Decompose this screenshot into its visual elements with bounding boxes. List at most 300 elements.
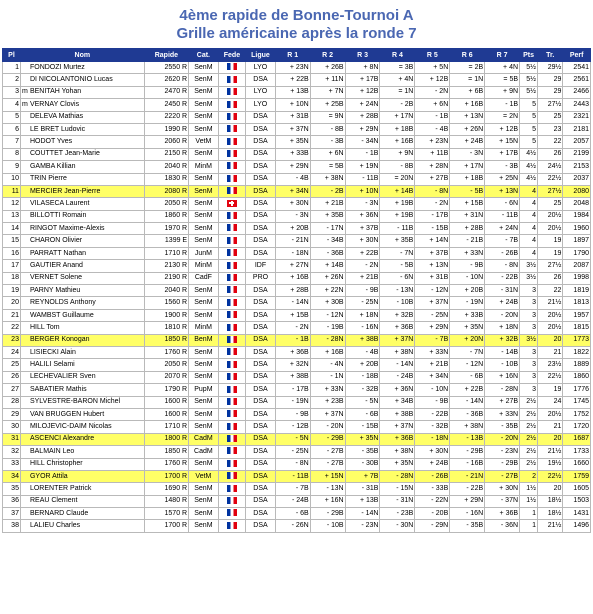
cell-round-2: + 14B <box>310 260 345 272</box>
cell-round-2: - 28N <box>310 334 345 346</box>
column-header[interactable]: Rapide <box>144 49 188 62</box>
player-name[interactable]: CHARON Olivier <box>29 237 83 245</box>
cell-federation <box>218 408 245 420</box>
cell-round-5: - 2N <box>415 198 450 210</box>
player-name[interactable]: RINGOT Maxime-Alexis <box>29 224 105 232</box>
cell-rating: 1700 R <box>144 470 188 482</box>
cell-points: 3 <box>520 297 538 309</box>
table-row <box>3 359 591 371</box>
table-row <box>3 508 591 520</box>
cell-league: DSA <box>246 483 276 495</box>
player-name[interactable]: BENITAH Yohan <box>29 88 82 96</box>
cell-rating: 1850 R <box>144 334 188 346</box>
cell-round-6: + 24B <box>450 136 485 148</box>
column-header[interactable]: Perf <box>563 49 591 62</box>
french-flag-icon <box>227 125 237 132</box>
cell-round-4: + 37N <box>380 421 415 433</box>
cell-league: DSA <box>246 470 276 482</box>
cell-round-2: - 2B <box>310 185 345 197</box>
cell-points: 4½ <box>520 173 538 185</box>
player-name[interactable]: DI NICOLANTONIO Lucas <box>29 76 113 84</box>
cell-category: MinM <box>189 322 219 334</box>
cell-category: CadM <box>189 433 219 445</box>
cell-round-3: - 14N <box>345 508 380 520</box>
cell-round-2: + 37N <box>310 408 345 420</box>
french-flag-icon <box>227 472 237 479</box>
cell-points: 5 <box>520 136 538 148</box>
cell-round-6: + 35N <box>450 322 485 334</box>
cell-round-1: - 11B <box>275 470 310 482</box>
cell-round-7: + 33N <box>485 408 520 420</box>
cell-round-1: + 38B <box>275 371 310 383</box>
column-header[interactable]: Nom <box>20 49 144 62</box>
player-name[interactable]: BERGER Konogan <box>29 336 90 344</box>
cell-federation <box>218 272 245 284</box>
cell-round-3: + 13B <box>345 495 380 507</box>
cell-federation <box>218 495 245 507</box>
cell-round-3: - 9B <box>345 285 380 297</box>
cell-points: 4½ <box>520 161 538 173</box>
cell-points: 5 <box>520 111 538 123</box>
cell-league: LYO <box>246 86 276 98</box>
cell-round-1: + 27N <box>275 260 310 272</box>
cell-tiebreak: 26 <box>538 148 563 160</box>
cell-round-1: + 37N <box>275 123 310 135</box>
cell-round-5: - 9B <box>415 396 450 408</box>
cell-performance: 1687 <box>563 433 591 445</box>
cell-points: 2½ <box>520 396 538 408</box>
cell-federation <box>218 99 245 111</box>
french-flag-icon <box>227 361 237 368</box>
cell-league: DSA <box>246 520 276 532</box>
cell-federation <box>218 260 245 272</box>
player-name[interactable]: VERNET Solene <box>29 274 82 282</box>
cell-category: VetM <box>189 470 219 482</box>
cell-round-6: + 29N <box>450 495 485 507</box>
player-name[interactable]: FONDOZI Murtez <box>29 63 85 71</box>
cell-round-5: + 34N <box>415 371 450 383</box>
cell-round-6: - 7N <box>450 346 485 358</box>
cell-round-7: - 10B <box>485 359 520 371</box>
player-name[interactable]: PARNY Mathieu <box>29 286 81 294</box>
column-header[interactable]: R 4 <box>380 49 415 62</box>
cell-round-7: + 36B <box>485 508 520 520</box>
player-name[interactable]: BILLOTTI Romain <box>29 212 87 220</box>
player-name[interactable]: SYLVESTRE-BARON Michel <box>29 398 121 406</box>
cell-points: 5½ <box>520 74 538 86</box>
french-flag-icon <box>227 435 237 442</box>
cell-round-3: + 37B <box>345 223 380 235</box>
cell-name <box>20 458 144 470</box>
french-flag-icon <box>227 373 237 380</box>
cell-round-4: + 38B <box>380 408 415 420</box>
cell-category: SenM <box>189 74 219 86</box>
french-flag-icon <box>227 162 237 169</box>
cell-performance: 1984 <box>563 210 591 222</box>
cell-tiebreak: 22½ <box>538 173 563 185</box>
french-flag-icon <box>227 187 237 194</box>
player-name[interactable]: DELEVA Mathias <box>29 113 84 121</box>
french-flag-icon <box>227 113 237 120</box>
cell-round-5: + 5N <box>415 62 450 74</box>
player-name[interactable]: LE BRET Ludovic <box>29 125 86 133</box>
cell-performance: 1819 <box>563 285 591 297</box>
cell-rating: 2190 R <box>144 272 188 284</box>
player-name[interactable]: GAUTIER Anand <box>29 261 83 269</box>
column-header[interactable]: R 3 <box>345 49 380 62</box>
player-name[interactable]: LECHEVALIER Sven <box>29 373 96 381</box>
cell-tiebreak: 20½ <box>538 223 563 235</box>
player-name[interactable]: REAU Clement <box>29 497 78 505</box>
cell-round-6: + 18B <box>450 173 485 185</box>
cell-category: SenM <box>189 508 219 520</box>
player-name[interactable]: COUTTET Jean-Marie <box>29 150 100 158</box>
cell-round-1: - 26N <box>275 520 310 532</box>
cell-round-5: + 31B <box>415 272 450 284</box>
column-header[interactable]: Cat. <box>189 49 219 62</box>
cell-round-4: + 38N <box>380 346 415 358</box>
player-name[interactable]: SABATIER Mathis <box>29 385 87 393</box>
cell-round-2: - 29B <box>310 508 345 520</box>
cell-tiebreak: 22 <box>538 285 563 297</box>
cell-league: DSA <box>246 495 276 507</box>
cell-place: 1 <box>3 62 21 74</box>
cell-round-5: + 37B <box>415 247 450 259</box>
cell-round-7: - 7B <box>485 235 520 247</box>
player-name[interactable]: VERNAY Clovis <box>29 100 80 108</box>
cell-round-5: - 20B <box>415 508 450 520</box>
cell-round-2: - 12N <box>310 309 345 321</box>
cell-place: 24 <box>3 346 21 358</box>
cell-federation <box>218 185 245 197</box>
column-header[interactable]: Tr. <box>538 49 563 62</box>
cell-league: DSA <box>246 148 276 160</box>
cell-category: SenM <box>189 111 219 123</box>
column-header[interactable]: R 2 <box>310 49 345 62</box>
cell-round-7: - 20N <box>485 433 520 445</box>
cell-league: DSA <box>246 396 276 408</box>
cell-rating: 2550 R <box>144 62 188 74</box>
cell-name <box>20 148 144 160</box>
player-name[interactable]: LORENTER Patrick <box>29 484 92 492</box>
cell-tiebreak: 19 <box>538 235 563 247</box>
cell-round-1: - 25N <box>275 446 310 458</box>
cell-round-4: + 9N <box>380 148 415 160</box>
column-header[interactable]: R 6 <box>450 49 485 62</box>
cell-round-7: - 11B <box>485 210 520 222</box>
column-header[interactable]: Pts <box>520 49 538 62</box>
player-name[interactable]: BERNARD Claude <box>29 509 89 517</box>
cell-name <box>20 371 144 383</box>
table-row <box>3 235 591 247</box>
cell-round-4: - 31N <box>380 495 415 507</box>
cell-name <box>20 446 144 458</box>
cell-round-3: - 3N <box>345 198 380 210</box>
cell-points: 5 <box>520 123 538 135</box>
column-header[interactable]: R 1 <box>275 49 310 62</box>
cell-tiebreak: 26 <box>538 272 563 284</box>
french-flag-icon <box>227 509 237 516</box>
cell-round-3: + 35N <box>345 433 380 445</box>
column-header[interactable]: Pl <box>3 49 21 62</box>
table-row <box>3 185 591 197</box>
cell-tiebreak: 29 <box>538 86 563 98</box>
cell-round-6: - 16N <box>450 508 485 520</box>
cell-round-5: + 11B <box>415 148 450 160</box>
cell-round-4: - 10B <box>380 297 415 309</box>
cell-rating: 1990 R <box>144 123 188 135</box>
cell-place: 7 <box>3 136 21 148</box>
cell-round-1: - 8N <box>275 458 310 470</box>
cell-category: SenM <box>189 285 219 297</box>
cell-round-6: - 21N <box>450 470 485 482</box>
french-flag-icon <box>227 447 237 454</box>
cell-name <box>20 396 144 408</box>
cell-round-1: - 19N <box>275 396 310 408</box>
page-title: 4ème rapide de Bonne-Tournoi A <box>179 7 414 24</box>
cell-performance: 1752 <box>563 408 591 420</box>
cell-round-3: - 23N <box>345 520 380 532</box>
french-flag-icon <box>227 336 237 343</box>
cell-place: 2 <box>3 74 21 86</box>
cell-name <box>20 359 144 371</box>
cell-league: DSA <box>246 421 276 433</box>
player-name[interactable]: HODOT Yves <box>29 138 73 146</box>
cell-round-1: - 7B <box>275 483 310 495</box>
cell-round-3: - 35B <box>345 446 380 458</box>
cell-federation <box>218 136 245 148</box>
cell-round-1: - 1B <box>275 334 310 346</box>
table-row <box>3 148 591 160</box>
cell-round-4: + 38N <box>380 446 415 458</box>
cell-place: 31 <box>3 433 21 445</box>
cell-round-5: + 14N <box>415 235 450 247</box>
player-name[interactable]: VAN BRUGGEN Hubert <box>29 410 105 418</box>
player-name[interactable]: VILASECA Laurent <box>29 199 90 207</box>
cell-name <box>20 198 144 210</box>
player-name[interactable]: TRIN Pierre <box>29 175 67 183</box>
cell-round-5: - 22B <box>415 408 450 420</box>
cell-points: 2½ <box>520 433 538 445</box>
cell-tiebreak: 29 <box>538 74 563 86</box>
cell-performance: 1773 <box>563 334 591 346</box>
cell-rating: 2150 R <box>144 148 188 160</box>
cell-round-3: + 38B <box>345 334 380 346</box>
cell-round-7: + 24B <box>485 297 520 309</box>
cell-category: SenM <box>189 198 219 210</box>
column-header[interactable]: R 7 <box>485 49 520 62</box>
column-header[interactable]: Ligue <box>246 49 276 62</box>
cell-round-5: + 12B <box>415 74 450 86</box>
player-name[interactable]: MERCIER Jean-Pierre <box>29 187 101 195</box>
player-name[interactable]: ASCENCI Alexandre <box>29 435 95 443</box>
cell-category: MinM <box>189 260 219 272</box>
cell-tiebreak: 20½ <box>538 322 563 334</box>
cell-round-5: + 21B <box>415 359 450 371</box>
cell-federation <box>218 322 245 334</box>
cell-place: 22 <box>3 322 21 334</box>
cell-federation <box>218 297 245 309</box>
cell-round-5: - 12N <box>415 285 450 297</box>
cell-performance: 2181 <box>563 123 591 135</box>
cell-rating: 1480 R <box>144 495 188 507</box>
cell-name <box>20 322 144 334</box>
cell-round-1: + 20B <box>275 223 310 235</box>
cell-tiebreak: 21½ <box>538 520 563 532</box>
cell-performance: 1745 <box>563 396 591 408</box>
cell-federation <box>218 173 245 185</box>
column-header[interactable]: Fede <box>218 49 245 62</box>
player-name[interactable]: HALILI Selami <box>29 361 75 369</box>
cell-performance: 1431 <box>563 508 591 520</box>
player-name[interactable]: LISIECKI Alain <box>29 348 76 356</box>
cell-category: SenM <box>189 62 219 74</box>
cell-league: DSA <box>246 235 276 247</box>
cell-points: 5 <box>520 99 538 111</box>
table-row <box>3 483 591 495</box>
cell-name <box>20 520 144 532</box>
cell-round-2: + 16N <box>310 495 345 507</box>
player-name[interactable]: GYOR Attila <box>29 472 68 480</box>
cell-name <box>20 185 144 197</box>
cell-round-1: + 22B <box>275 74 310 86</box>
player-name[interactable]: WAMBST Guillaume <box>29 311 94 319</box>
cell-round-6: + 17N <box>450 161 485 173</box>
cell-round-2: = 9N <box>310 111 345 123</box>
player-name[interactable]: MILOJEVIC-DAIM Nicolas <box>29 423 112 431</box>
cell-round-6: + 20B <box>450 285 485 297</box>
cell-rating: 1710 R <box>144 421 188 433</box>
cell-round-4: + 16B <box>380 136 415 148</box>
cell-points: 3 <box>520 346 538 358</box>
cell-performance: 1759 <box>563 470 591 482</box>
cell-round-2: - 19B <box>310 322 345 334</box>
cell-round-1: + 30N <box>275 198 310 210</box>
cell-tiebreak: 24½ <box>538 161 563 173</box>
cell-tiebreak: 22½ <box>538 470 563 482</box>
cell-place: 32 <box>3 446 21 458</box>
cell-place: 3 <box>3 86 21 98</box>
cell-place: 25 <box>3 359 21 371</box>
cell-rating: 2220 R <box>144 111 188 123</box>
cell-round-6: + 28B <box>450 223 485 235</box>
cell-rating: 2620 R <box>144 74 188 86</box>
french-flag-icon <box>227 76 237 83</box>
french-flag-icon <box>227 398 237 405</box>
cell-rating: 1790 R <box>144 384 188 396</box>
cell-round-4: + 17N <box>380 111 415 123</box>
cell-category: SenM <box>189 371 219 383</box>
cell-round-4: + 34B <box>380 396 415 408</box>
table-row <box>3 223 591 235</box>
column-header[interactable]: R 5 <box>415 49 450 62</box>
cell-place: 30 <box>3 421 21 433</box>
cell-name <box>20 111 144 123</box>
cell-round-4: + 19B <box>380 198 415 210</box>
table-row <box>3 161 591 173</box>
cell-round-7: - 26B <box>485 247 520 259</box>
cell-league: DSA <box>246 185 276 197</box>
cell-round-1: + 29N <box>275 161 310 173</box>
cell-category: SenM <box>189 495 219 507</box>
cell-round-5: - 29N <box>415 520 450 532</box>
cell-round-1: - 12B <box>275 421 310 433</box>
cell-name <box>20 173 144 185</box>
cell-rating: 2450 R <box>144 99 188 111</box>
cell-league: DSA <box>246 309 276 321</box>
cell-round-7: - 37N <box>485 495 520 507</box>
page-subtitle: Grille américaine après la ronde 7 <box>176 25 417 42</box>
cell-round-4: = 1N <box>380 86 415 98</box>
cell-round-7: - 36N <box>485 520 520 532</box>
cell-tiebreak: 20½ <box>538 309 563 321</box>
cell-round-2: + 22N <box>310 285 345 297</box>
cell-round-4: - 14N <box>380 359 415 371</box>
cell-place: 8 <box>3 148 21 160</box>
cell-round-5: + 37N <box>415 297 450 309</box>
cell-round-2: - 29B <box>310 433 345 445</box>
player-name[interactable]: HILL Tom <box>29 323 60 331</box>
cell-round-7: - 20N <box>485 309 520 321</box>
cell-round-2: + 16B <box>310 346 345 358</box>
cell-league: DSA <box>246 111 276 123</box>
cell-points: 4 <box>520 185 538 197</box>
cell-performance: 2057 <box>563 136 591 148</box>
cell-performance: 2199 <box>563 148 591 160</box>
player-name[interactable]: GAMBA Killian <box>29 162 76 170</box>
cell-round-4: - 6N <box>380 272 415 284</box>
cell-round-4: - 8B <box>380 161 415 173</box>
player-name[interactable]: BALMAIN Leo <box>29 447 75 455</box>
player-name[interactable]: LALIEU Charles <box>29 522 81 530</box>
player-name[interactable]: HILL Christopher <box>29 460 83 468</box>
cell-place: 12 <box>3 198 21 210</box>
cell-round-2: - 36B <box>310 247 345 259</box>
table-row <box>3 210 591 222</box>
cell-league: DSA <box>246 210 276 222</box>
cell-round-3: + 29N <box>345 123 380 135</box>
cell-round-6: - 13B <box>450 433 485 445</box>
cell-name <box>20 99 144 111</box>
cell-performance: 1503 <box>563 495 591 507</box>
cell-round-3: - 18B <box>345 371 380 383</box>
cell-performance: 2466 <box>563 86 591 98</box>
table-row <box>3 446 591 458</box>
cell-rating: 2040 R <box>144 285 188 297</box>
french-flag-icon <box>227 237 237 244</box>
french-flag-icon <box>227 299 237 306</box>
player-name[interactable]: REYNOLDS Anthony <box>29 299 96 307</box>
cell-category: SenM <box>189 483 219 495</box>
cell-points: 5½ <box>520 62 538 74</box>
cell-name <box>20 74 144 86</box>
table-row <box>3 421 591 433</box>
cell-category: CadM <box>189 446 219 458</box>
cell-round-5: + 30N <box>415 446 450 458</box>
cell-name <box>20 483 144 495</box>
cell-rating: 2050 R <box>144 359 188 371</box>
cell-category: SenM <box>189 99 219 111</box>
cell-category: MinM <box>189 161 219 173</box>
cell-round-3: - 15B <box>345 421 380 433</box>
cell-tiebreak: 27½ <box>538 99 563 111</box>
cell-performance: 2561 <box>563 74 591 86</box>
player-name[interactable]: PARRATT Nathan <box>29 249 86 257</box>
cell-round-5: - 4B <box>415 123 450 135</box>
cell-points: 3 <box>520 322 538 334</box>
cell-round-3: - 25N <box>345 297 380 309</box>
cell-round-6: - 14N <box>450 396 485 408</box>
